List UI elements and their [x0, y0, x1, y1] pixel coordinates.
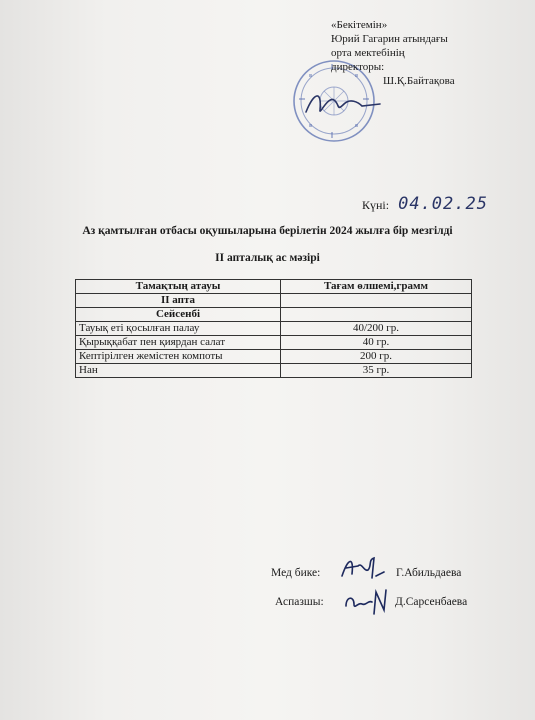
- dish-name: Нан: [76, 364, 281, 378]
- table-row: [76, 350, 472, 364]
- approval-line-3: орта мектебінің: [331, 47, 405, 59]
- menu-table: [75, 279, 472, 378]
- day-label: Сейсенбі: [76, 308, 281, 322]
- cook-signature: [342, 586, 392, 618]
- portion-size: 35 гр.: [281, 364, 472, 378]
- table-row: [76, 336, 472, 350]
- header-dish-name: Тамақтың атауы: [76, 280, 281, 294]
- director-name: Ш.Қ.Байтақова: [383, 75, 455, 87]
- director-signature: [300, 82, 390, 122]
- empty-cell: [281, 294, 472, 308]
- table-row: [76, 364, 472, 378]
- dish-name: Кептірілген жемістен компоты: [76, 350, 281, 364]
- header-portion-size: Тағам өлшемі,грамм: [281, 280, 472, 294]
- approval-line-1: «Бекітемін»: [331, 19, 388, 31]
- week-label: II апта: [76, 294, 281, 308]
- date-value: 04.02.25: [398, 194, 488, 214]
- cook-label: Аспазшы:: [275, 596, 324, 608]
- nurse-label: Мед бике:: [271, 567, 321, 579]
- approval-line-4: директоры:: [331, 61, 385, 73]
- document-title: Аз қамтылған отбасы оқушыларына берілетін 2024 жылға бір мезгілді: [82, 225, 453, 237]
- table-row-week: [76, 294, 472, 308]
- portion-size: 40 гр.: [281, 336, 472, 350]
- table-row: [76, 322, 472, 336]
- approval-block: [331, 18, 531, 88]
- table-header-row: [76, 280, 472, 294]
- dish-name: Қырыққабат пен қиярдан салат: [76, 336, 281, 350]
- approval-line-2: Юрий Гагарин атындағы: [331, 33, 448, 45]
- nurse-signature: [338, 552, 388, 582]
- empty-cell: [281, 308, 472, 322]
- dish-name: Тауық еті қосылған палау: [76, 322, 281, 336]
- portion-size: 200 гр.: [281, 350, 472, 364]
- portion-size: 40/200 гр.: [281, 322, 472, 336]
- document-subtitle: II апталық ас мәзірі: [215, 252, 320, 264]
- nurse-name: Г.Абильдаева: [396, 567, 462, 579]
- cook-name: Д.Сарсенбаева: [395, 596, 468, 608]
- date-label: Күні:: [362, 198, 390, 212]
- table-row-day: [76, 308, 472, 322]
- date-row: [362, 194, 488, 214]
